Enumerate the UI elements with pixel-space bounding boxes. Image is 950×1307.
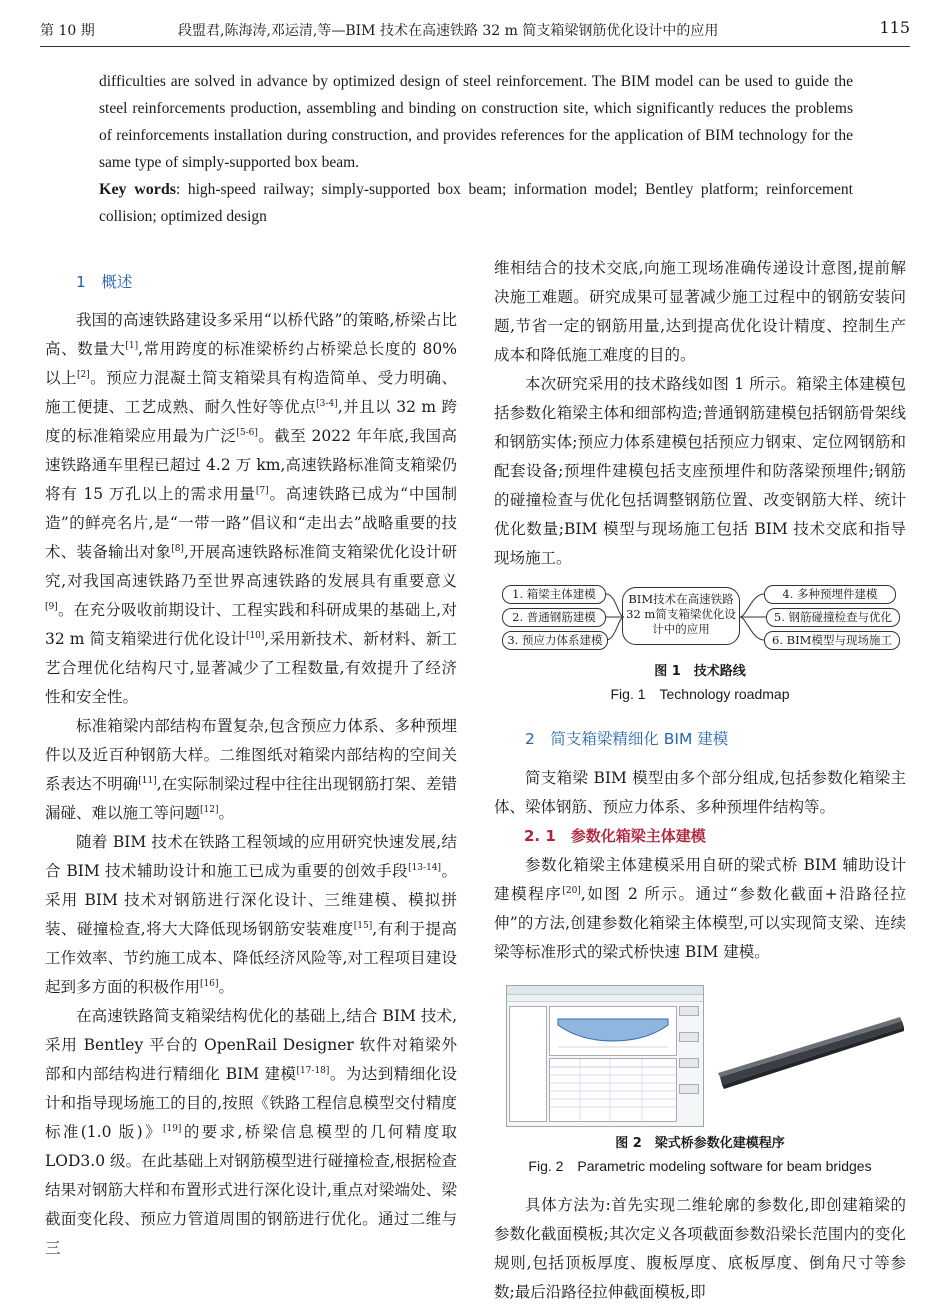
paragraph: 参数化箱梁主体建模采用自研的梁式桥 BIM 辅助设计建模程序[20],如图 2 所示。通过“参数化截面+沿路径拉伸”的方法,创建参数化箱梁主体模型,可以实现简支梁、连续梁等标准形式的梁式桥快速 BIM 建模。 — [494, 856, 906, 961]
citation: [11] — [138, 776, 157, 786]
figure-1-caption-en: Fig. 1 Technology roadmap — [610, 686, 790, 702]
citation: [16] — [200, 979, 219, 989]
roadmap-step-5: 5. 钢筋碰撞检查与优化 — [766, 608, 900, 627]
citation: [9] — [45, 602, 58, 612]
paragraph: 随着 BIM 技术在铁路工程领域的应用研究快速发展,结合 BIM 技术辅助设计和施工已成为重要的创效手段[13-14]。采用 BIM 技术对钢筋进行深化设计、三维建模、模拟拼装、碰撞检查,将大大降低现场钢筋安装难度[15],有利于提高工作效率、节约施工成本、降低经济风险等,对工程项目建设起到多方面的积极作用[16]。 — [45, 833, 457, 996]
paragraph: 具体方法为:首先实现二维轮廓的参数化,即创建箱梁的参数化截面模板;其次定义各项截面参数沿梁长范围内的变化规则,包括顶板厚度、腹板厚度、底板厚度、倒角尺寸等参数;最后沿路径拉伸截面模板,即 — [494, 1196, 906, 1301]
abstract — [99, 68, 853, 230]
citation: [5-6] — [236, 428, 258, 438]
right-column — [494, 254, 906, 1307]
citation: [13-14] — [408, 863, 442, 873]
keywords — [99, 176, 853, 230]
paragraph: 标准箱梁内部结构布置复杂,包含预应力体系、多种预埋件以及近百种钢筋大样。二维图纸对箱梁内部结构的空间关系表达不明确[11],在实际制梁过程中往往出现钢筋打架、差错漏碰、难以施工等问题[12]。 — [45, 717, 457, 822]
toolbar-buttons — [679, 1006, 699, 1120]
citation: [15] — [353, 921, 373, 931]
roadmap-step-2: 2. 普通钢筋建模 — [502, 608, 606, 627]
citation: [19] — [162, 1124, 182, 1134]
citation: [1] — [125, 341, 139, 351]
keywords-label: Key words — [99, 181, 176, 198]
paragraph: 维相结合的技术交底,向施工现场准确传递设计意图,提前解决施工难题。研究成果可显著减少施工过程中的钢筋安装问题,节省一定的钢筋用量,达到提高优化设计精度、控制生产成本和降低施工难度的目的。 — [494, 259, 906, 364]
roadmap-step-3: 3. 预应力体系建模 — [502, 631, 608, 650]
beam-3d-model — [716, 1015, 906, 1095]
paragraph: 在高速铁路简支箱梁结构优化的基础上,结合 BIM 技术,采用 Bentley 平台的 OpenRail Designer 软件对箱梁外部和内部结构进行精细化 BIM 建模[17-18]。为达到精细化设计和指导现场施工的目的,按照《铁路工程信息模型交付精度标准(1.0 版)》[19]的要求,桥梁信息模型的几何精度取 LOD3.0 级。在此基础上对钢筋模型进行碰撞检查,根据检查结果对钢筋大样和布置形式进行深化设计,重点对梁端处、梁截面变化段、预应力管道周围的钢筋进行优化。通过二维与三 — [45, 1007, 457, 1257]
section-1-heading: 1 概述 — [76, 273, 133, 291]
subsection-2-1-heading: 2. 1 参数化箱梁主体建模 — [524, 827, 706, 845]
abstract-text: difficulties are solved in advance by optimized design of steel reinforcement. The BIM model can be used to guide the steel reinforcements production, assembling and binding on construction site, which significantly reduces the problems of reinforcements installation during construction, and provides references for the application of BIM technology for the same type of simply-supported box beam. — [99, 73, 853, 171]
figure-2-software — [494, 985, 906, 1125]
citation: [10] — [245, 631, 265, 641]
roadmap-step-1: 1. 箱梁主体建模 — [502, 585, 606, 604]
section-2-heading: 2 简支箱梁精细化 BIM 建模 — [525, 730, 729, 748]
paragraph: 简支箱梁 BIM 模型由多个部分组成,包括参数化箱梁主体、梁体钢筋、预应力体系、多种预埋件结构等。 — [494, 769, 906, 816]
citation: [20] — [562, 886, 581, 896]
parameter-table-panel — [549, 1058, 677, 1122]
section-chart-panel — [549, 1006, 677, 1056]
figure-1-roadmap — [494, 581, 906, 659]
keywords-list: : high-speed railway; simply-supported box beam; information model; Bentley platform; reinforcement collision; optimized design — [99, 181, 853, 225]
roadmap-step-4: 4. 多种预埋件建模 — [764, 585, 896, 604]
left-column — [45, 268, 457, 1263]
software-screenshot — [506, 985, 704, 1127]
running-header — [40, 18, 910, 44]
citation: [12] — [200, 805, 219, 815]
header-rule — [40, 46, 910, 47]
issue-number: 第 10 期 — [40, 23, 95, 39]
citation: [8] — [171, 544, 184, 554]
citation: [2] — [76, 370, 90, 380]
figure-2-caption-cn: 图 2 梁式桥参数化建模程序 — [615, 1136, 785, 1151]
paragraph: 我国的高速铁路建设多采用“以桥代路”的策略,桥梁占比高、数量大[1],常用跨度的标准梁桥约占桥梁总长度的 80%以上[2]。预应力混凝土简支箱梁具有构造简单、受力明确、施工便捷、工艺成熟、耐久性好等优点[3-4],并且以 32 m 跨度的标准箱梁应用最为广泛[5-6]。截至 2022 年年底,我国高速铁路通车里程已超过 4.2 万 km,高速铁路标准简支箱梁仍将有 15 万孔以上的需求用量[7]。高速铁路已成为“中国制造”的鲜亮名片,是“一带一路”倡议和“走出去”战略重要的技术、装备输出对象[8],开展高速铁路标准简支箱梁优化设计研究,对我国高速铁路乃至世界高速铁路的发展具有重要意义[9]。在充分吸收前期设计、工程实践和科研成果的基础上,对 32 m 简支箱梁进行优化设计[10],采用新技术、新材料、新工艺合理优化结构尺寸,显著减少了工程数量,有效提升了经济性和安全性。 — [45, 311, 458, 706]
paragraph: 本次研究采用的技术路线如图 1 所示。箱梁主体建模包括参数化箱梁主体和细部构造;普通钢筋建模包括钢筋骨架线和钢筋实体;预应力体系建模包括预应力钢束、定位网钢筋和配套设备;预埋件建模包括支座预埋件和防落梁预埋件;钢筋的碰撞检查与优化包括调整钢筋位置、改变钢筋大样、统计优化数量;BIM 模型与现场施工包括 BIM 技术交底和指导现场施工。 — [494, 375, 906, 567]
figure-1-caption-cn: 图 1 技术路线 — [654, 664, 746, 679]
page-number: 115 — [879, 18, 910, 37]
citation: [7] — [255, 486, 269, 496]
model-tree-panel — [509, 1006, 547, 1122]
roadmap-step-6: 6. BIM模型与现场施工 — [764, 631, 900, 650]
running-title: 段盟君,陈海涛,邓运清,等—BIM 技术在高速铁路 32 m 简支箱梁钢筋优化设计中的应用 — [178, 23, 719, 39]
figure-2-caption-en: Fig. 2 Parametric modeling software for beam bridges — [528, 1158, 872, 1174]
roadmap-center: BIM技术在高速铁路32 m简支箱梁优化设计中的应用 — [622, 587, 740, 645]
citation: [17-18] — [296, 1066, 330, 1076]
citation: [3-4] — [316, 399, 338, 409]
